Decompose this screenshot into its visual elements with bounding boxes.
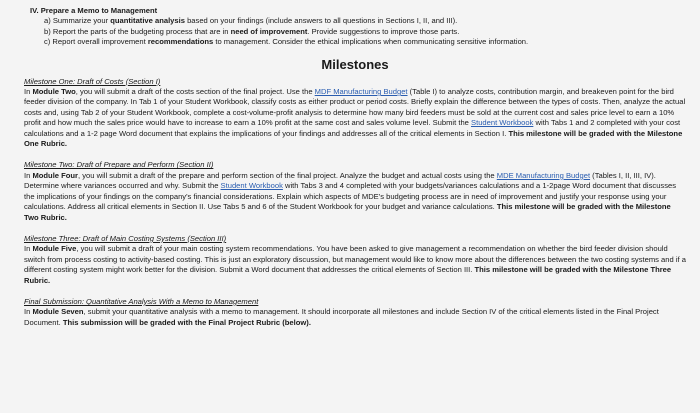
- milestone-three-title: Milestone Three: Draft of Main Costing Systems (Section III): [24, 233, 227, 243]
- milestones-heading: Milestones: [321, 56, 389, 72]
- mdf-budget-link[interactable]: MDF Manufacturing Budget: [314, 87, 408, 97]
- milestone-two-body: In Module Four, you will submit a draft of the prepare and perform section of the final project. Analyze the budget and actual costs using the MDE Manufacturing Budget (Tables I, II, III, IV). Determine where variances occurred and why. Submit the Student Workbook with Tabs 3 and 4 completed with your budgets/variances calculations and a 1-2page Word document that discusses the implications of your findings on the company's financial considerations. Explain which aspects of MDE's budgeting process are in need of improvement and justify your response using your calculations. Address all critical elements in Section II. Use Tabs 5 and 6 of the Student Workbook for your budget and variance calculations. This milestone will be graded with the Milestone Two Rubric.: [24, 170, 677, 222]
- milestone-one-title: Milestone One: Draft of Costs (Section I): [24, 76, 161, 86]
- milestone-three: [24, 234, 686, 286]
- milestone-one-grading: This milestone will be graded with the Milestone One Rubric.: [24, 128, 683, 149]
- milestone-two-title: Milestone Two: Draft of Prepare and Perform (Section II): [24, 160, 214, 170]
- section-4-heading: IV. Prepare a Memo to Management: [30, 6, 158, 15]
- section-4-item-b: b) Report the parts of the budgeting process that are in need of improvement. Provide suggestions to improve those parts.: [44, 26, 460, 36]
- milestone-two-grading: This milestone will be graded with the Milestone Two Rubric.: [24, 202, 671, 222]
- final-submission: [24, 297, 686, 328]
- milestone-one-body: In Module Two, you will submit a draft of the costs section of the final project. Use the MDF Manufacturing Budget (Table I) to analyze costs, contribution margin, and breakeven point for the bird feeder division of the company. In Tab 1 of your Student Workbook, classify costs as either product or period costs. Briefly explain the difference between the types of costs. Then, analyze the actual costs and, using Tab 2 of your Student Workbook, complete a cost-volume-profit analysis to determine how many bird feeders must be sold at the current cost and sales price level to earn a 10% profit and how much the sales price would have to increase to earn a 10% profit at the same cost and sales volume level. Submit the Student Workbook with Tabs 1 and 2 completed with your cost calculations and a 1-2 page Word document that explains the implications of your findings and addresses all of the critical elements in Section I. This milestone will be graded with the Milestone One Rubric.: [24, 87, 686, 149]
- mde-budget-link[interactable]: MDE Manufacturing Budget: [496, 170, 591, 180]
- final-submission-grading: This submission will be graded with the Final Project Rubric (below).: [62, 317, 311, 327]
- student-workbook-link[interactable]: Student Workbook: [220, 181, 283, 191]
- milestone-three-grading: This milestone will be graded with the Milestone Three Rubric.: [24, 265, 672, 285]
- section-4-item-a: a) Summarize your quantitative analysis based on your findings (include answers to all questions in Sections I, II, and III).: [44, 16, 458, 26]
- milestone-three-body: In Module Five, you will submit a draft of your main costing system recommendations. You have been asked to give management a recommendation on whether the bird feeder division should switch from process costing to activity-based costing. This is just an exploratory discussion, but management would like to know more about the differences between the two costing systems and if a different costing system might work better for the division. Submit a Word document that addresses the critical elements of Section III. This milestone will be graded with the Milestone Three Rubric.: [24, 244, 686, 285]
- section-4-item-c: c) Report overall improvement recommendations to management. Consider the ethical implications when communicating sensitive information.: [44, 37, 529, 47]
- student-workbook-link[interactable]: Student Workbook: [471, 118, 534, 128]
- milestone-one: [24, 77, 686, 150]
- final-submission-body: In Module Seven, submit your quantitative analysis with a memo to management. It should incorporate all milestones and include Section IV of the critical elements listed in the Final Project Document. This submission will be graded with the Final Project Rubric (below).: [24, 307, 659, 327]
- milestone-two: [24, 160, 686, 222]
- final-submission-title: Final Submission: Quantitative Analysis With a Memo to Management: [24, 296, 259, 306]
